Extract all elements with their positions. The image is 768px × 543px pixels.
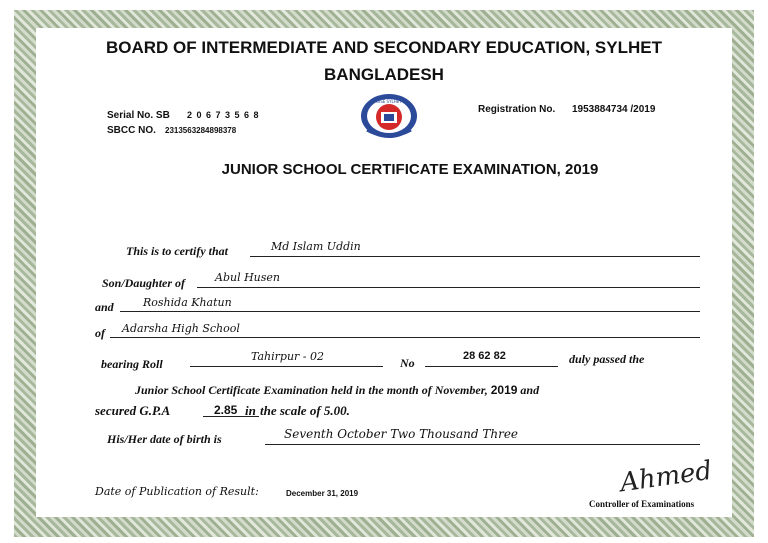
underline-father <box>197 287 700 288</box>
exam-title: JUNIOR SCHOOL CERTIFICATE EXAMINATION, 2019 <box>221 161 599 178</box>
father-name: Abul Husen <box>215 271 281 284</box>
serial-value: 2 0 6 7 3 5 6 8 <box>187 110 260 120</box>
registration-label: Registration No. <box>478 104 556 115</box>
gpa-in: in <box>245 403 256 418</box>
roll-place: Tahirpur - 02 <box>251 350 324 363</box>
publication-date: December 31, 2019 <box>286 489 359 498</box>
scale-label: the scale of 5.00. <box>260 403 350 418</box>
sbcc-label: SBCC NO. <box>107 125 156 136</box>
underline-roll-number <box>425 366 558 367</box>
passed-label: duly passed the <box>569 352 645 366</box>
mother-name: Roshida Khatun <box>143 296 232 309</box>
registration-value: 1953884734 /2019 <box>572 104 656 115</box>
dob-label: His/Her date of birth is <box>107 432 222 446</box>
student-name: Md Islam Uddin <box>271 240 361 253</box>
parent-label: Son/Daughter of <box>102 276 186 290</box>
board-title-line2: BANGLADESH <box>324 65 444 84</box>
roll-number: 28 62 82 <box>463 350 506 362</box>
secured-label: secured G.P.A <box>95 403 171 418</box>
exam-year: 2019 <box>490 383 518 397</box>
of-label: of <box>95 326 105 340</box>
exam-line-part1: Junior School Certificate Examination held in the month of November, <box>135 383 488 397</box>
school-name: Adarsha High School <box>122 322 240 335</box>
gpa-value: 2.85 <box>214 403 238 417</box>
and-label: and <box>95 300 114 314</box>
board-seal-icon <box>357 92 421 140</box>
underline-roll-place <box>190 366 383 367</box>
svg-text:BISE SYLHET: BISE SYLHET <box>376 99 402 104</box>
publication-label: Date of Publication of Result: <box>95 485 259 498</box>
no-label: No <box>400 356 415 370</box>
board-title-line1: BOARD OF INTERMEDIATE AND SECONDARY EDUCATION, SYLHET <box>106 38 662 57</box>
roll-label: bearing Roll <box>101 357 163 371</box>
underline-gpa <box>203 416 259 417</box>
controller-signature: Ahmed <box>618 455 714 499</box>
underline-mother <box>120 311 700 312</box>
controller-label: Controller of Examinations <box>589 499 695 509</box>
serial-label: Serial No. SB <box>107 110 170 121</box>
underline-dob <box>265 444 700 445</box>
exam-held-line <box>135 383 539 398</box>
sbcc-value: 2313563284898378 <box>165 126 237 135</box>
exam-line-part2: and <box>520 383 540 397</box>
underline-school <box>110 337 700 338</box>
certify-label: This is to certify that <box>126 244 228 258</box>
underline-name <box>250 256 700 257</box>
dob-value: Seventh October Two Thousand Three <box>284 427 519 441</box>
